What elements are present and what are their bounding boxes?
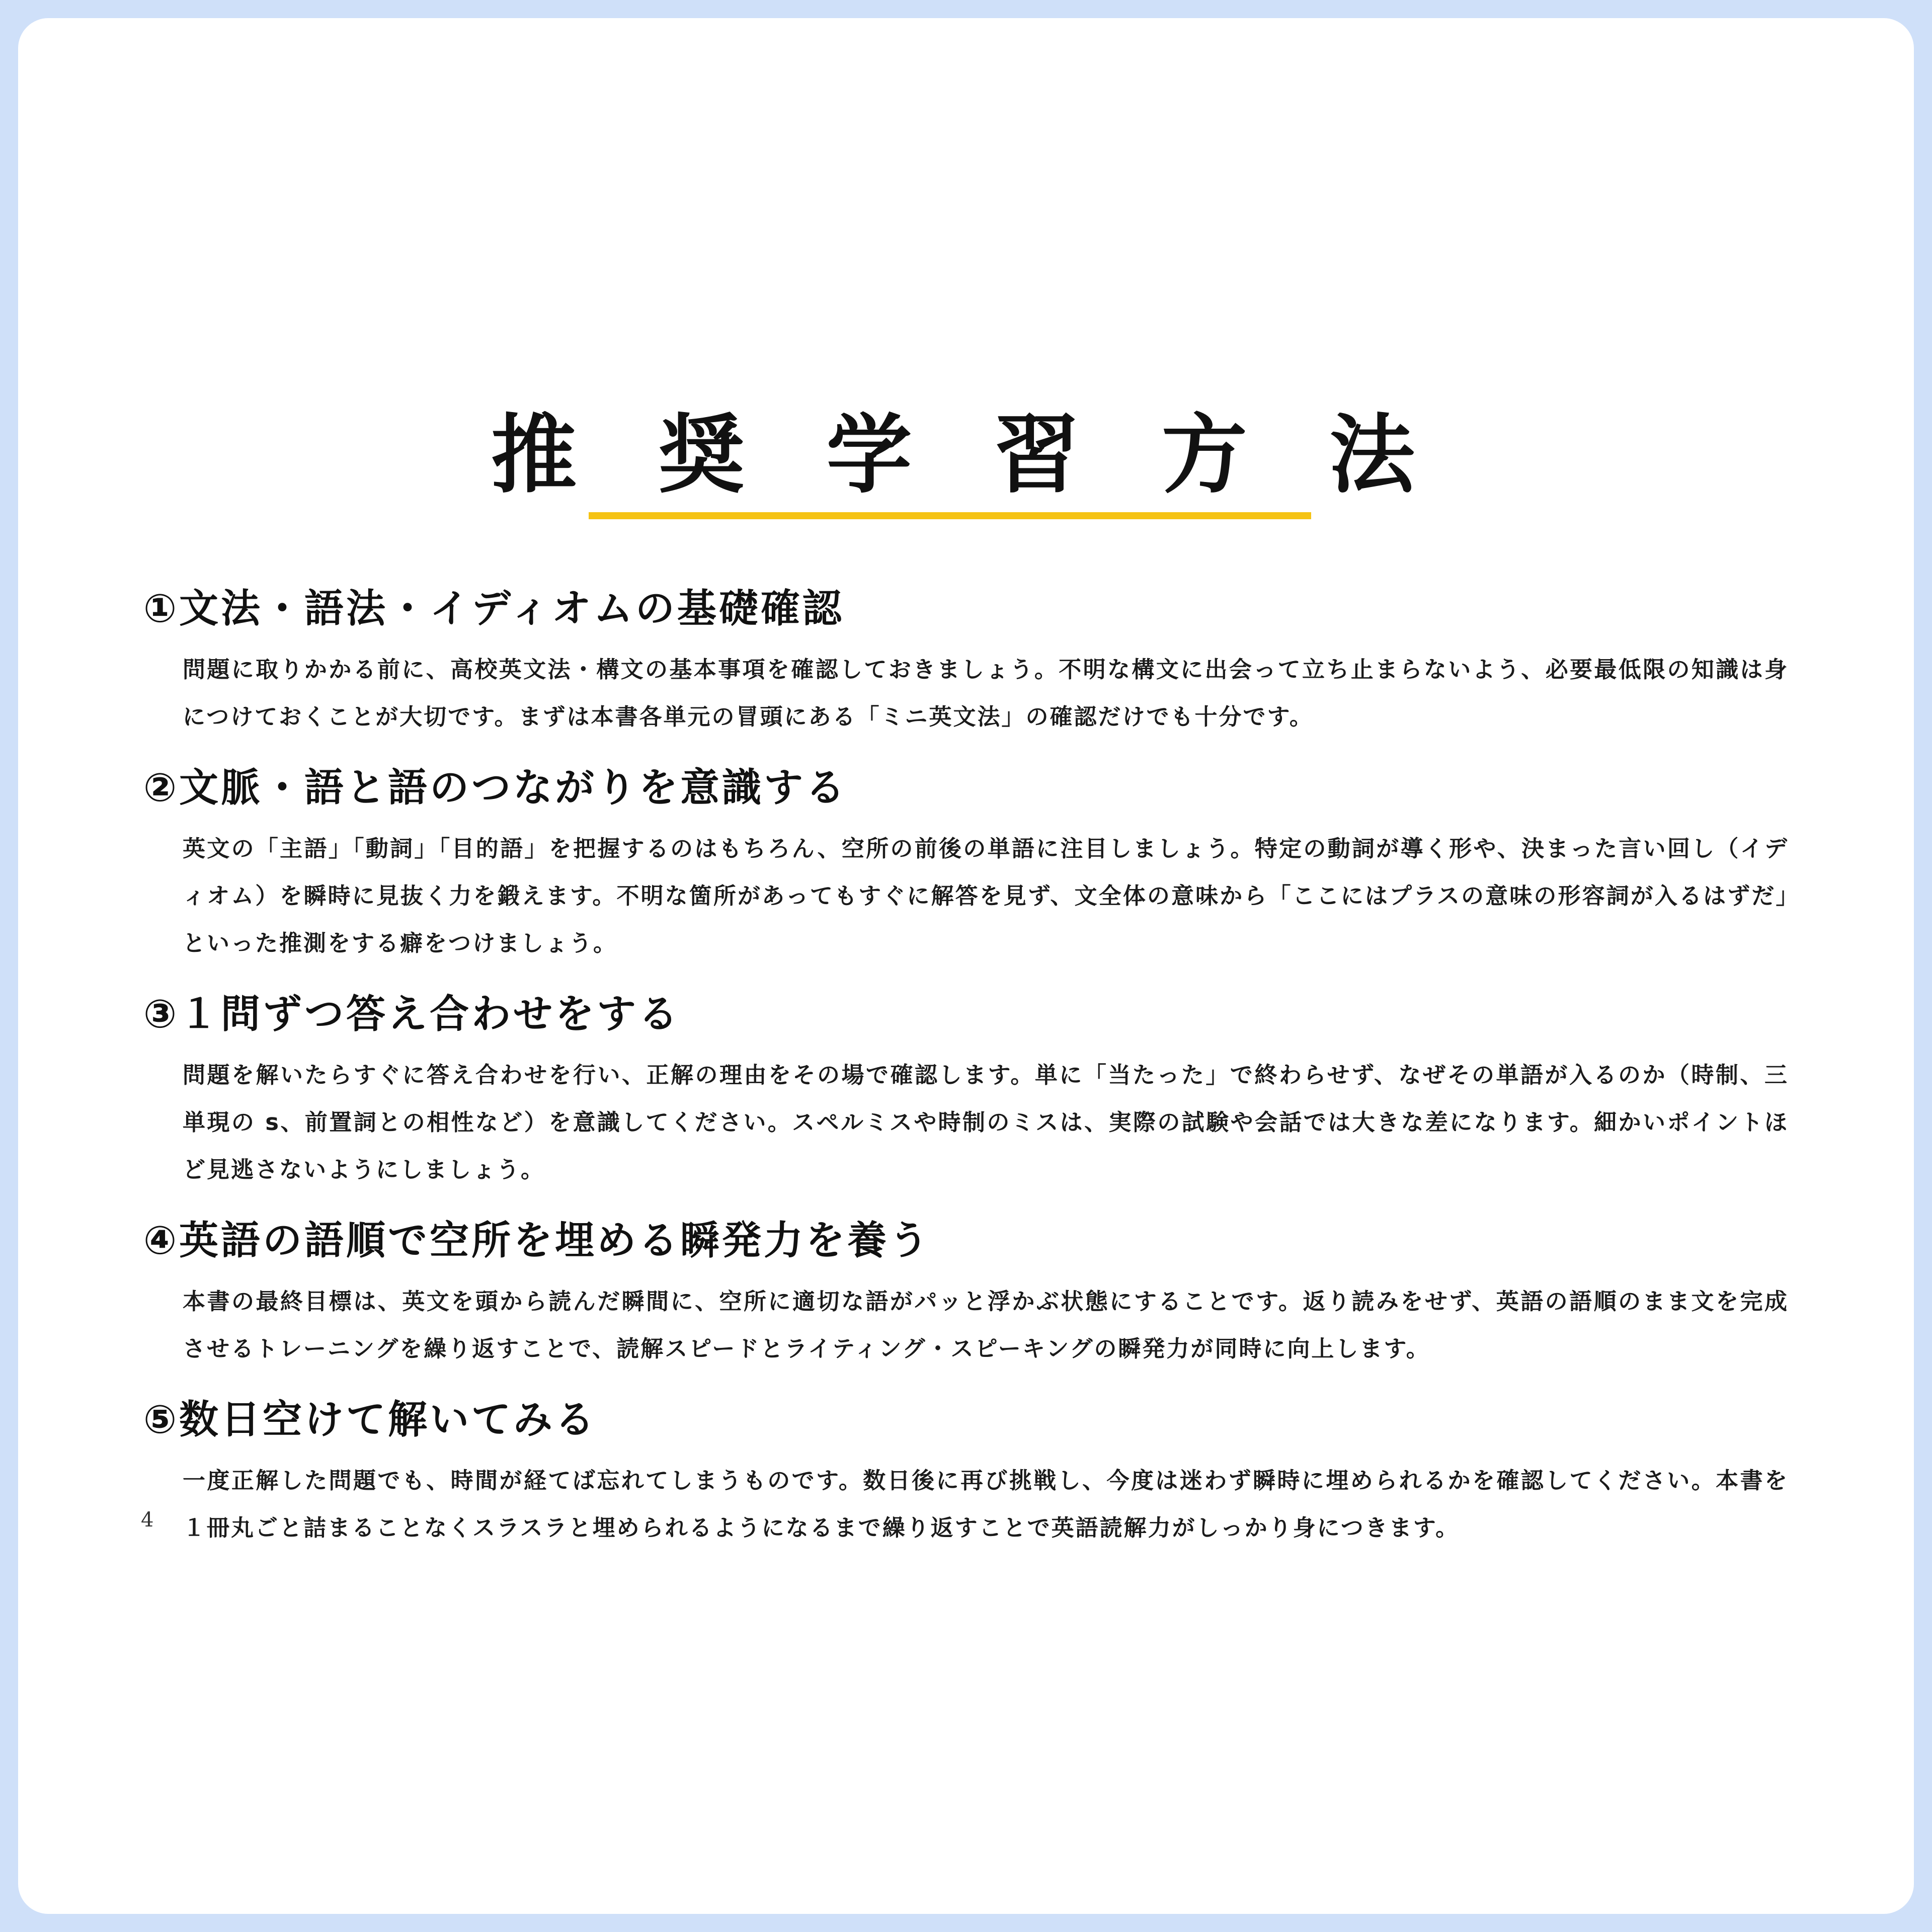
section-heading: ①文法・語法・イディオムの基礎確認: [143, 586, 844, 631]
section-1: [143, 579, 1789, 741]
section-5: [143, 1390, 1789, 1552]
section-body: 英文の「主語」「動詞」「目的語」を把握するのはもちろん、空所の前後の単語に注目しましょう。特定の動詞が導く形や、決まった言い回し（イディオム）を瞬時に見抜く力を鍛えます。不明な箇所があってもすぐに解答を見ず、文全体の意味から「ここにはプラスの意味の形容詞が入るはずだ」といった推測をする癖をつけましょう。: [183, 835, 1789, 956]
content: [143, 579, 1789, 1569]
section-body: 本書の最終目標は、英文を頭から読んだ瞬間に、空所に適切な語がパッと浮かぶ状態にすることです。返り読みをせず、英語の語順のまま文を完成させるトレーニングを繰り返すことで、読解スピードとライティング・スピーキングの瞬発力が同時に向上します。: [183, 1288, 1789, 1362]
section-body: 一度正解した問題でも、時間が経てば忘れてしまうものです。数日後に再び挑戦し、今度は迷わず瞬時に埋められるかを確認してください。本書を１冊丸ごと詰まることなくスラスラと埋められるようになるまで繰り返すことで英語読解力がしっかり身につきます。: [183, 1467, 1789, 1541]
page-title: 推 奨 学 習 方 法: [491, 406, 1441, 505]
section-heading: ④英語の語順で空所を埋める瞬発力を養う: [143, 1218, 931, 1263]
section-4: [143, 1211, 1789, 1373]
section-heading: ③１問ずつ答え合わせをする: [143, 992, 681, 1037]
section-3: [143, 984, 1789, 1193]
section-heading: ②文脈・語と語のつながりを意識する: [143, 765, 848, 811]
title-underline: [589, 512, 1311, 519]
section-heading: ⑤数日空けて解いてみる: [143, 1397, 597, 1442]
section-body: 問題を解いたらすぐに答え合わせを行い、正解の理由をその場で確認します。単に「当たった」で終わらせず、なぜその単語が入るのか（時制、三単現の s、前置詞との相性など）を意識してください。スペルミスや時制のミスは、実際の試験や会話では大きな差になります。細かいポイントほど見逃さないようにしましょう。: [183, 1062, 1789, 1183]
section-2: [143, 758, 1789, 967]
section-body: 問題に取りかかる前に、高校英文法・構文の基本事項を確認しておきましょう。不明な構文に出会って立ち止まらないよう、必要最低限の知識は身につけておくことが大切です。まずは本書各単元の冒頭にある「ミニ英文法」の確認だけでも十分です。: [183, 656, 1789, 730]
page-number: 4: [141, 1508, 154, 1532]
